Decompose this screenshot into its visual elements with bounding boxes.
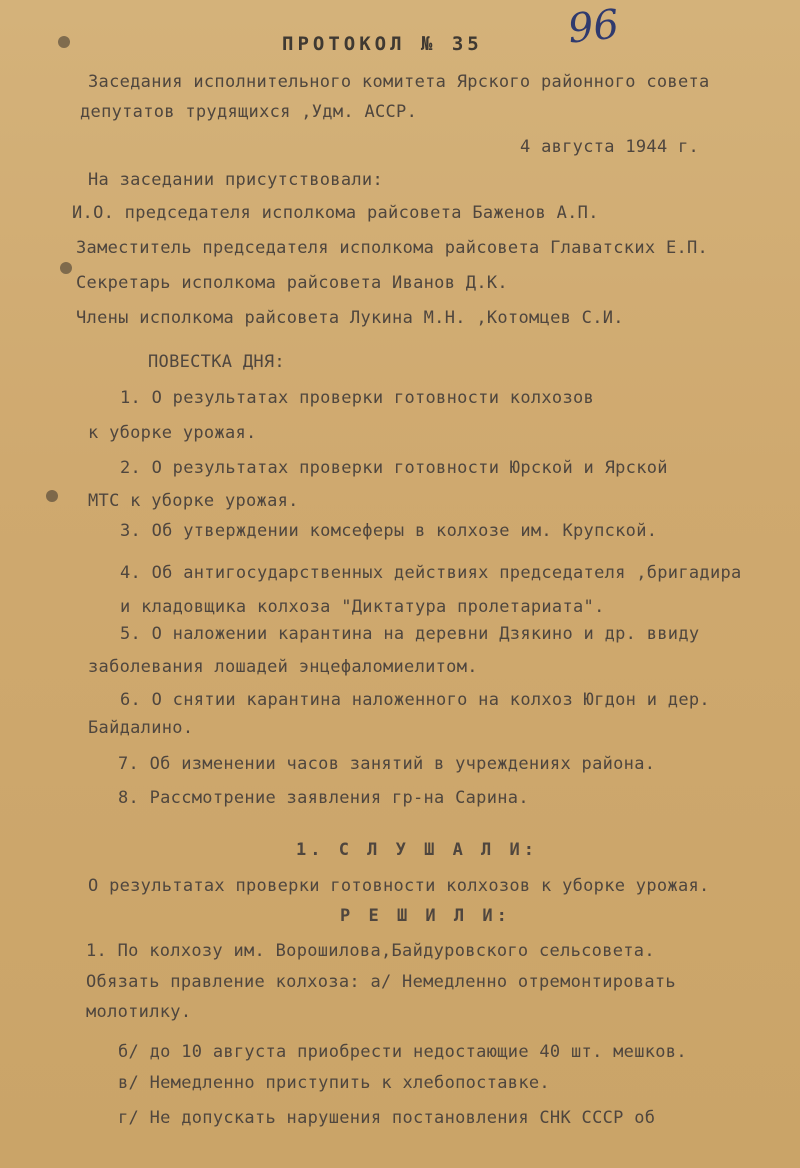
- text-line: 1. По колхозу им. Ворошилова,Байдуровского сельсовета.: [86, 941, 655, 961]
- text-line: молотилку.: [86, 1002, 192, 1022]
- text-line: депутатов трудящихся ,Удм. АССР.: [80, 102, 418, 122]
- punch-hole-mark: [46, 490, 58, 502]
- punch-hole-mark: [58, 36, 70, 48]
- agenda-item: 8. Рассмотрение заявления гр-на Сарина.: [118, 788, 529, 808]
- handwritten-page-number: 96: [565, 1, 622, 53]
- text-line: Секретарь исполкома райсовета Иванов Д.К.: [76, 273, 508, 293]
- agenda-item: Байдалино.: [88, 718, 194, 738]
- text-line: О результатах проверки готовности колхозов к уборке урожая.: [88, 876, 710, 896]
- text-line: Члены исполкома райсовета Лукина М.Н. ,Котомцев С.И.: [76, 308, 624, 328]
- text-line: Заместитель председателя исполкома райсовета Главатских Е.П.: [76, 238, 709, 258]
- agenda-item: 6. О снятии карантина наложенного на колхоз Югдон и дер.: [120, 690, 710, 710]
- text-line: б/ до 10 августа приобрести недостающие 40 шт. мешков.: [118, 1042, 687, 1062]
- agenda-heading: ПОВЕСТКА ДНЯ:: [148, 352, 285, 372]
- text-line: г/ Не допускать нарушения постановления СНК СССР об: [118, 1108, 656, 1128]
- agenda-item: 7. Об изменении часов занятий в учреждениях района.: [118, 754, 656, 774]
- agenda-item: заболевания лошадей энцефаломиелитом.: [88, 657, 478, 677]
- text-line: На заседании присутствовали:: [88, 170, 383, 190]
- agenda-item: 3. Об утверждении комсеферы в колхозе им. Крупской.: [120, 521, 658, 541]
- agenda-item: 2. О результатах проверки готовности Юрской и Ярской: [120, 458, 668, 478]
- section-heading-decided: Р Е Ш И Л И:: [340, 906, 511, 926]
- punch-hole-mark: [60, 262, 72, 274]
- document-date: 4 августа 1944 г.: [520, 137, 700, 157]
- document-title: ПРОТОКОЛ № 35: [282, 33, 483, 55]
- text-line: И.О. председателя исполкома райсовета Баженов А.П.: [72, 203, 599, 223]
- agenda-item: 1. О результатах проверки готовности колхозов: [120, 388, 595, 408]
- text-line: Обязать правление колхоза: а/ Немедленно отремонтировать: [86, 972, 676, 992]
- agenda-item: 4. Об антигосударственных действиях председателя ,бригадира и кладовщика колхоза "Диктатура пролетариата".: [120, 563, 742, 617]
- text-line: Заседания исполнительного комитета Ярского районного совета: [88, 72, 710, 92]
- agenda-item: к уборке урожая.: [88, 423, 257, 443]
- text-line: в/ Немедленно приступить к хлебопоставке.: [118, 1073, 550, 1093]
- agenda-item: МТС к уборке урожая.: [88, 491, 299, 511]
- agenda-item: 5. О наложении карантина на деревни Дзякино и др. ввиду: [120, 624, 700, 644]
- section-heading-heard: 1. С Л У Ш А Л И:: [296, 840, 538, 860]
